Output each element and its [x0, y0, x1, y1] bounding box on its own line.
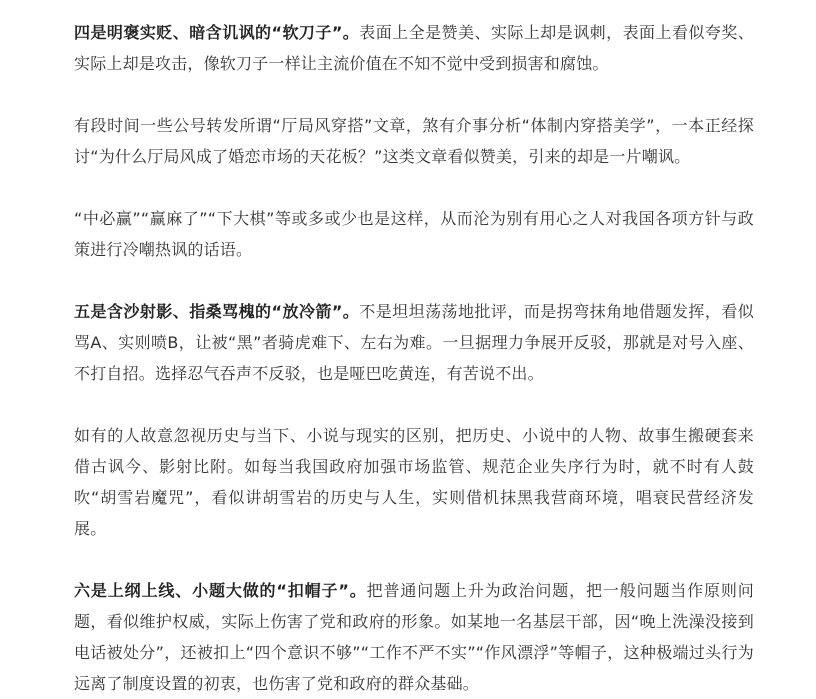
paragraph-text: 表面上全是赞美、实际上却是讽刺，表面上看似夸奖、实际上却是攻击，像软刀子一样让主流价值在不知不觉中受到损害和腐蚀。 — [74, 23, 754, 73]
paragraph-text: 把普通问题上升为政治问题，把一般问题当作原则问题，看似维护权威，实际上伤害了党和政府的形象。如某地一名基层干部，因“晚上洗澡没接到电话被处分”，还被扣上“四个意识不够”“工作不严不实”“作风漂浮”等帽子，这种极端过头行为远离了制度设置的初衷，也伤害了党和政府的群众基础。 — [74, 581, 754, 693]
paragraph-text: “中必赢”“赢麻了”“下大棋”等或多或少也是这样，从而沦为别有用心之人对我国各项方针与政策进行冷嘲热讽的话语。 — [74, 209, 754, 259]
paragraph-heading: 五是含沙射影、指桑骂槐的“放冷箭”。 — [74, 302, 360, 321]
article-body — [74, 17, 754, 699]
paragraph-example-history — [74, 420, 754, 544]
paragraph-soft-knife — [74, 17, 754, 79]
paragraph-example-outfit — [74, 110, 754, 172]
paragraph-label-hat — [74, 575, 754, 699]
paragraph-text: 如有的人故意忽视历史与当下、小说与现实的区别，把历史、小说中的人物、故事生搬硬套来借古讽今、影射比附。如每当我国政府加强市场监管、规范企业失序行为时，就不时有人鼓吹“胡雪岩魔咒”，看似讲胡雪岩的历史与人生，实则借机抹黑我营商环境，唱衰民营经济发展。 — [74, 426, 754, 538]
paragraph-cold-arrow — [74, 296, 754, 389]
paragraph-heading: 四是明褒实贬、暗含讥讽的“软刀子”。 — [74, 23, 360, 42]
paragraph-example-slogans — [74, 203, 754, 265]
paragraph-heading: 六是上纲上线、小题大做的“扣帽子”。 — [74, 581, 367, 600]
paragraph-text: 有段时间一些公号转发所谓“厅局风穿搭”文章，煞有介事分析“体制内穿搭美学”，一本正经探讨“为什么厅局风成了婚恋市场的天花板？”这类文章看似赞美，引来的却是一片嘲讽。 — [74, 116, 754, 166]
paragraph-text: 不是坦坦荡荡地批评，而是拐弯抹角地借题发挥，看似骂A、实则喷B，让被“黑”者骑虎难下、左右为难。一旦据理力争展开反驳，那就是对号入座、不打自招。选择忍气吞声不反驳，也是哑巴吃黄连，有苦说不出。 — [74, 302, 754, 383]
